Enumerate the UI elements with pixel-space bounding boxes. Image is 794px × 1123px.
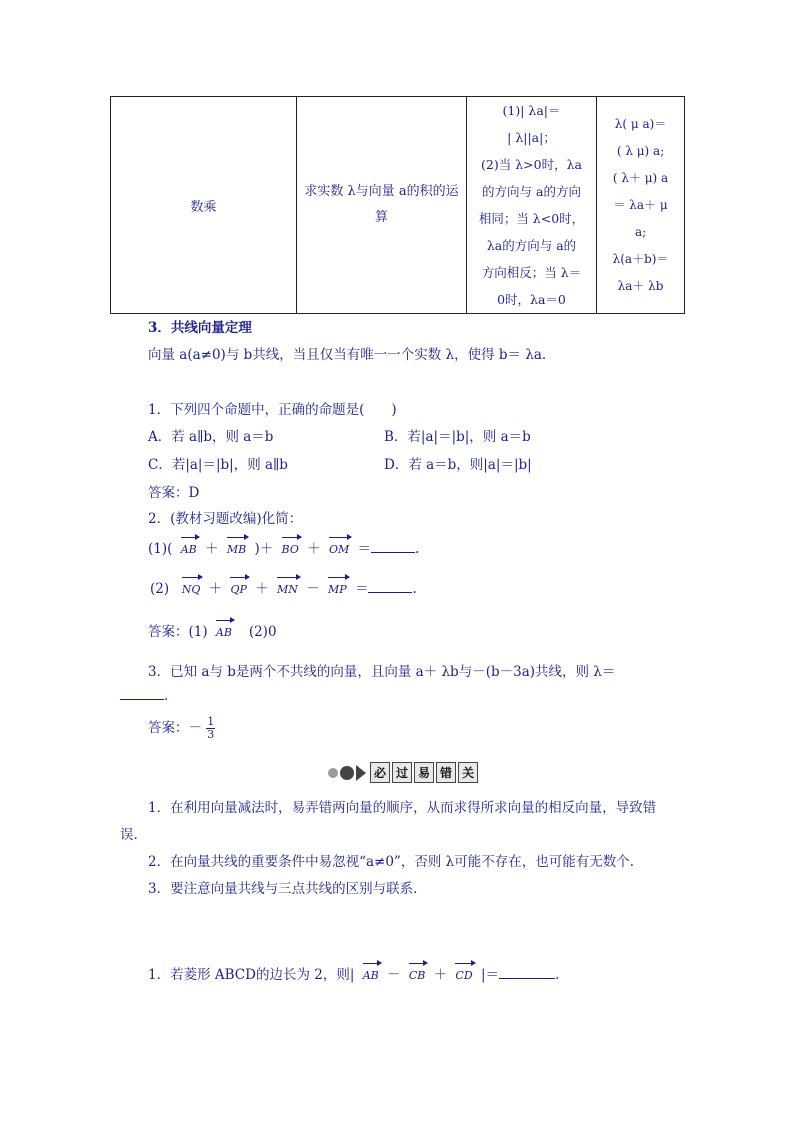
law-line: λa＋ λb: [617, 278, 664, 293]
vector-mp: MP: [328, 574, 347, 596]
option-b: B．若|a|＝|b|，则 a＝b: [384, 429, 531, 445]
expression-line: (1)( AB ＋ MB )＋ BO ＋ OM ＝ .: [148, 534, 419, 557]
vector-nq: NQ: [182, 574, 201, 596]
definition-cell: 求实数 λ与向量 a的积的运算: [296, 97, 466, 314]
fraction: $\frac{1}{3}$: [207, 715, 215, 741]
operation-name-cell: 数乘: [111, 97, 297, 314]
pitfall-item: 3．要注意向量共线与三点共线的区别与联系.: [148, 881, 418, 897]
vector-bo: BO: [282, 534, 299, 556]
law-line: ＝ λa＋ μ: [613, 197, 668, 212]
meaning-line: 的方向与 a的方向: [482, 184, 581, 199]
answer-text: 答案：D: [148, 485, 200, 501]
answer-blank-line: .: [120, 687, 168, 704]
vector-cd: CD: [455, 960, 472, 982]
vector-om: OM: [329, 534, 349, 556]
law-line: λ(a＋b)＝: [612, 251, 669, 266]
collinear-theorem: 向量 a(a≠0)与 b共线，当且仅当有唯一一个实数 λ，使得 b＝ λa.: [148, 347, 547, 363]
banner-char: 必: [370, 762, 390, 783]
option-d: D．若 a＝b，则|a|＝|b|: [384, 457, 532, 473]
banner-char: 关: [458, 762, 478, 783]
banner-char: 错: [436, 762, 456, 783]
meaning-line: λa的方向与 a的: [486, 238, 577, 253]
section-banner: [328, 762, 480, 783]
vector-operation-table: [110, 96, 685, 314]
vector-qp: QP: [230, 574, 246, 596]
meaning-line: | λ||a|；: [507, 130, 556, 145]
vector-ab: AB: [216, 617, 232, 639]
expression-line: (2) NQ ＋ QP ＋ MN － MP ＝ .: [150, 574, 417, 597]
meaning-line: (1)| λa|＝: [502, 103, 561, 118]
question-stem: 2．(教材习题改编)化简：: [148, 511, 303, 527]
law-cell: [597, 97, 685, 314]
banner-char: 易: [414, 762, 434, 783]
banner-char: 过: [392, 762, 412, 783]
option-a: A．若 a∥b，则 a＝b: [148, 429, 274, 445]
meaning-cell: [466, 97, 596, 314]
law-line: ( λ μ) a;: [616, 143, 665, 158]
law-line: a;: [634, 224, 647, 239]
pitfall-item: 误.: [120, 827, 138, 843]
section-heading: 3．共线向量定理: [148, 320, 252, 336]
answer-blank: [371, 540, 415, 553]
meaning-line: 方向相反；当 λ＝: [481, 265, 582, 280]
answer-text: 答案：－ $\frac{1}{3}$: [148, 715, 215, 741]
option-c: C．若|a|＝|b|，则 a∥b: [148, 457, 288, 473]
answer-text: 答案：(1) AB (2)0: [148, 617, 277, 640]
question-stem: 3．已知 a与 b是两个不共线的向量，且向量 a＋ λb与－(b－3a)共线，则 λ＝: [148, 664, 616, 680]
pitfall-item: 2．在向量共线的重要条件中易忽视“a≠0”，否则 λ可能不存在，也可能有无数个.: [148, 854, 634, 870]
meaning-line: 相同；当 λ<0时，: [478, 211, 585, 226]
vector-mb: MB: [227, 534, 246, 556]
circle-icon: [340, 766, 354, 780]
vector-ab: AB: [181, 534, 197, 556]
vector-mn: MN: [277, 574, 298, 596]
answer-blank: [120, 687, 164, 700]
pitfall-item: 1．在利用向量减法时，易弄错两向量的顺序，从而求得所求向量的相反向量，导致错: [148, 800, 657, 816]
meaning-line: 0时，λa＝0: [497, 292, 566, 307]
arrow-right-icon: [356, 765, 366, 781]
vector-ab: AB: [363, 960, 379, 982]
answer-blank: [499, 966, 555, 979]
meaning-line: (2)当 λ>0时，λa: [481, 157, 582, 172]
question-stem: 1．若菱形 ABCD的边长为 2，则| AB － CB ＋ CD |＝ .: [148, 960, 559, 983]
circle-icon: [328, 768, 338, 778]
vector-cb: CB: [409, 960, 426, 982]
law-line: ( λ＋ μ) a: [612, 170, 669, 185]
answer-blank: [368, 580, 412, 593]
question-stem: 1．下列四个命题中，正确的命题是( ): [148, 402, 397, 418]
law-line: λ( μ a)＝: [614, 116, 667, 131]
